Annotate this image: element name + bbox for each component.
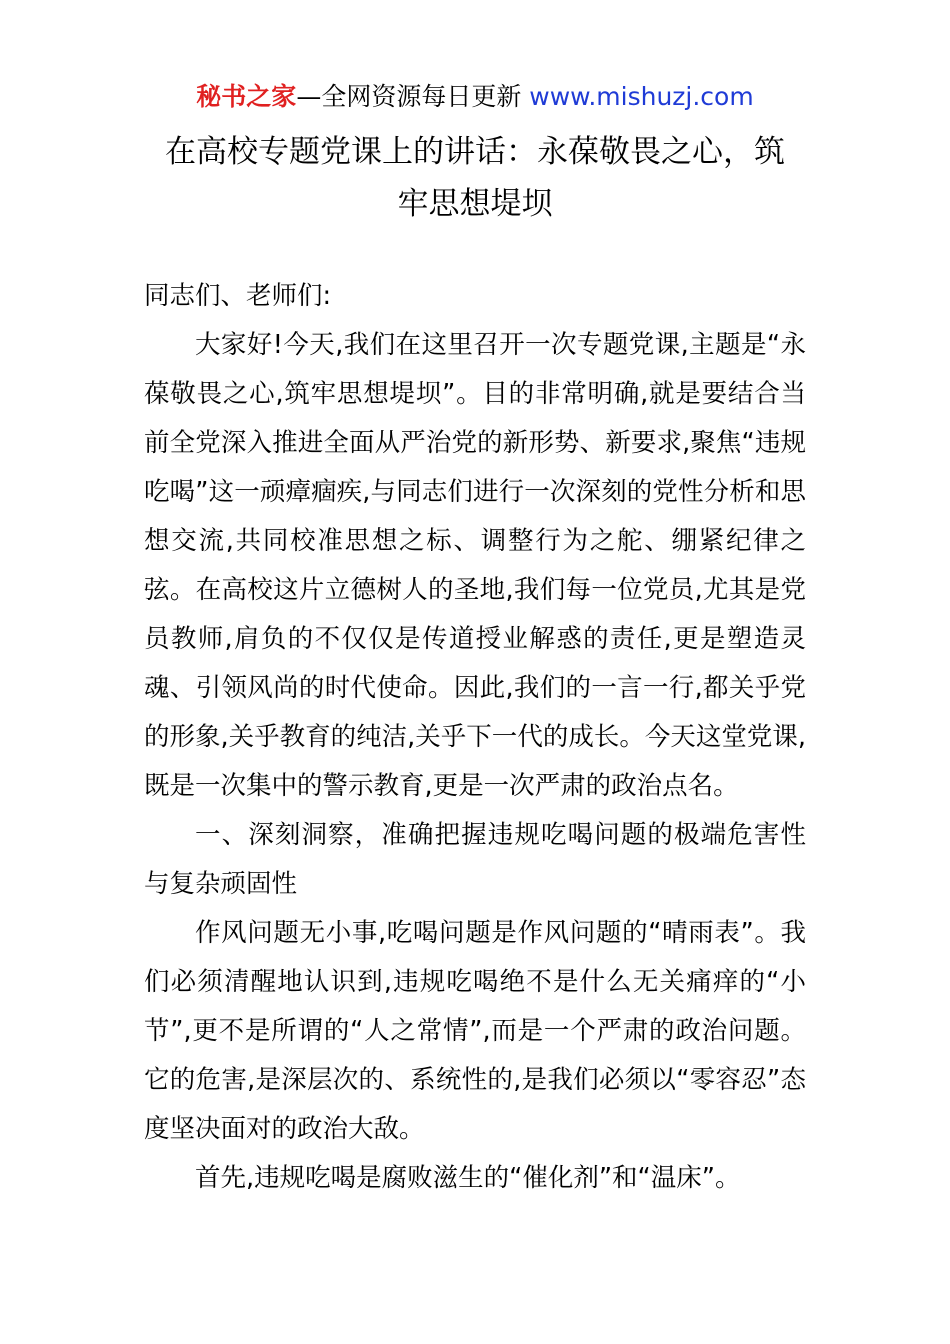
site-header <box>0 80 950 114</box>
site-tagline: —全网资源每日更新 <box>296 82 522 111</box>
salutation: 同志们、老师们: <box>144 281 332 311</box>
paragraph-intro: 大家好!今天,我们在这里召开一次专题党课,主题是“永葆敬畏之心,筑牢思想堤坝”。目的非常明确,就是要结合当前全党深入推进全面从严治党的新形势、新要求,聚焦“违规吃喝”这一顽瘴痼疾,与同志们进行一次深刻的党性分析和思想交流,共同校准思想之标、调整行为之舵、绷紧纪律之弦。在高校这片立德树人的圣地,我们每一位党员,尤其是党员教师,肩负的不仅仅是传道授业解惑的责任,更是塑造灵魂、引领风尚的时代使命。因此,我们的一言一行,都关乎党的形象,关乎教育的纯洁,关乎下一代的成长。今天这堂党课,既是一次集中的警示教育,更是一次严肃的政治点名。 <box>144 330 806 801</box>
document-body <box>144 272 806 1203</box>
paragraph-first-point: 首先,违规吃喝是腐败滋生的“催化剂”和“温床”。 <box>195 1163 741 1193</box>
paragraph-section-one: 作风问题无小事,吃喝问题是作风问题的“晴雨表”。我们必须清醒地认识到,违规吃喝绝不是什么无关痛痒的“小节”,更不是所谓的“人之常情”,而是一个严肃的政治问题。它的危害,是深层次的、系统性的,是我们必须以“零容忍”态度坚决面对的政治大敌。 <box>144 918 806 1144</box>
site-brand: 秘书之家 <box>196 82 297 111</box>
site-url-link[interactable]: www.mishuzj.com <box>529 82 754 111</box>
document-title: 在高校专题党课上的讲话：永葆敬畏之心，筑牢思想堤坝 <box>165 134 785 222</box>
section-heading: 一、深刻洞察，准确把握违规吃喝问题的极端危害性与复杂顽固性 <box>144 820 806 899</box>
